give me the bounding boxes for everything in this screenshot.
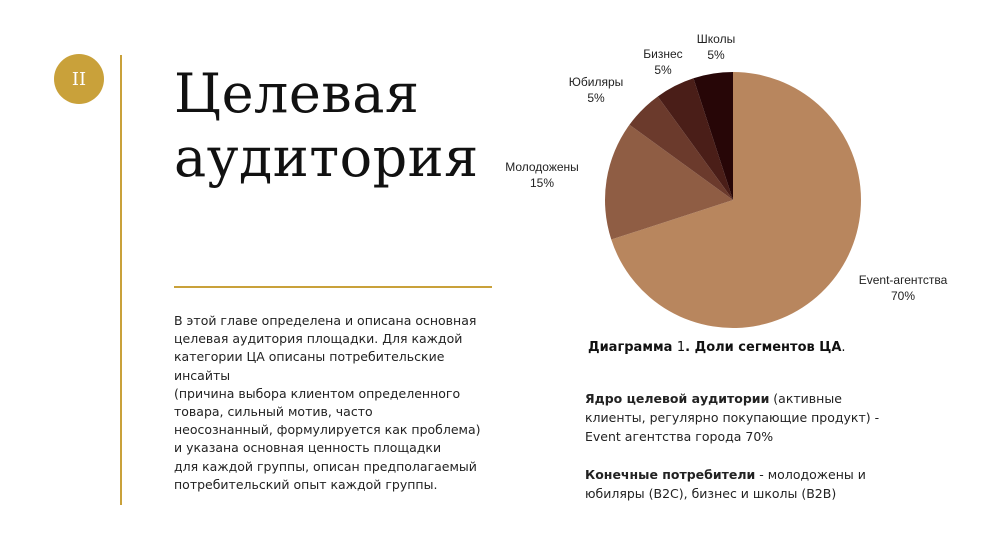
core-audience-text: (активные (769, 391, 842, 406)
end-consumers-text: - молодожены и (755, 467, 866, 482)
slice-value-label: 5% (654, 63, 672, 77)
slice-name-label: Юбиляры (568, 75, 624, 89)
title-line-2: аудитория (174, 126, 479, 189)
title-line-1: Целевая (174, 62, 420, 125)
description-line: инсайты (174, 367, 231, 383)
core-audience-text: клиенты, регулярно покупающие продукт) - (585, 410, 880, 425)
description-line: неосознанный, формулируется как проблема) (174, 422, 481, 438)
end-consumers-heading: Конечные потребители (585, 467, 756, 482)
description-line: для каждой группы, описан предполагаемый (174, 458, 477, 474)
end-consumers-paragraph (585, 465, 925, 503)
description-line: потребительский опыт каждой группы. (174, 476, 438, 492)
slice-value-label: 5% (587, 91, 605, 105)
chapter-badge: II (54, 54, 104, 104)
slice-name-label: Молодожены (505, 160, 579, 174)
slice-value-label: 5% (707, 48, 725, 62)
slice-value-label: 15% (529, 176, 555, 190)
description-line: товара, сильный мотив, часто (174, 404, 373, 420)
description-line: и указана основная ценность площадки (174, 440, 442, 456)
description-line: (причина выбора клиентом определенного (174, 385, 461, 401)
end-consumers-text: юбиляры (B2C), бизнес и школы (B2B) (585, 486, 837, 501)
description-line: целевая аудитория площадки. Для каждой (174, 331, 463, 347)
slice-value-label: 70% (890, 289, 916, 303)
slice-name-label: Школы (696, 32, 736, 46)
caption-number: 1 (676, 340, 686, 355)
caption-prefix: Диаграмма (588, 340, 677, 355)
slice-name-label: Бизнес (643, 47, 683, 61)
core-audience-paragraph (585, 389, 925, 446)
caption-end: . (841, 340, 846, 355)
slice-name-label: Event-агентства (858, 273, 948, 287)
core-audience-text: Event агентства города 70% (585, 429, 774, 444)
caption-text: . Доли сегментов ЦА (685, 340, 842, 355)
description-line: категории ЦА описаны потребительские (174, 349, 445, 365)
core-audience-heading: Ядро целевой аудитории (585, 391, 770, 406)
chart-caption (588, 340, 846, 355)
description-line: В этой главе определена и описана основная (174, 313, 477, 328)
